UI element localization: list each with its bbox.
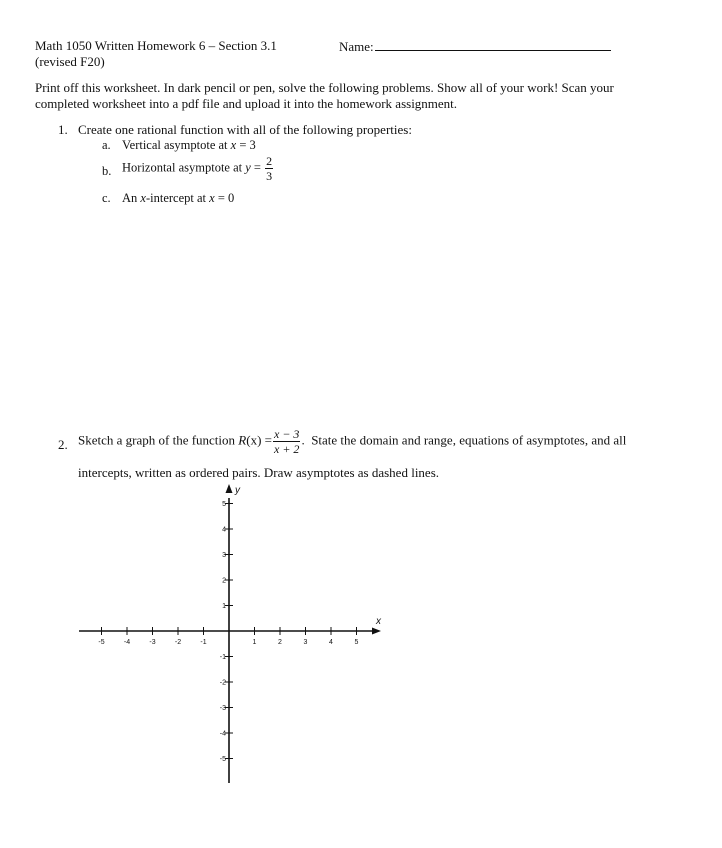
- problem-1c-var2: x: [209, 191, 215, 205]
- problem-1b-eq: =: [250, 160, 265, 175]
- y-tick-label: -2: [219, 679, 226, 687]
- name-label: Name:: [339, 39, 374, 54]
- y-axis-label: y: [235, 485, 240, 496]
- x-axis-arrow: [372, 628, 381, 635]
- y-tick-label: -5: [219, 756, 226, 763]
- problem-2-post: State the domain and range, equations of asymptotes, and all: [311, 432, 627, 448]
- problem-1c-var: x: [140, 191, 146, 205]
- x-tick-label: -5: [98, 639, 105, 646]
- problem-1c-eq: = 0: [214, 191, 235, 205]
- x-tick-label: 4: [329, 639, 333, 646]
- revision-note: (revised F20): [35, 54, 105, 69]
- y-tick-label: -4: [219, 730, 226, 738]
- x-tick-label: -2: [174, 639, 182, 646]
- y-tick-label: -1: [219, 654, 226, 661]
- course-title: Math 1050 Written Homework 6 – Section 3.1: [35, 38, 277, 53]
- problem-1a-label: Vertical asymptote at: [122, 138, 231, 152]
- problem-1a-letter: a.: [102, 138, 111, 152]
- problem-1c-mid: -intercept at: [145, 191, 210, 205]
- problem-1c-pre: An: [122, 191, 141, 205]
- x-tick-label: 5: [354, 639, 359, 646]
- problem-1b-numerator: 2: [266, 154, 273, 168]
- problem-2-period: .: [301, 432, 305, 448]
- y-tick-label: 4: [222, 526, 226, 534]
- x-tick-label: -4: [123, 639, 131, 646]
- x-tick-label: -3: [149, 639, 156, 646]
- y-axis-arrow: [226, 484, 233, 493]
- problem-1a-var: x: [230, 138, 237, 152]
- problem-1-number: 1.: [58, 122, 68, 137]
- y-tick-label: 1: [222, 603, 226, 610]
- x-axis-label: x: [376, 616, 381, 627]
- problem-1b-denominator: 3: [266, 169, 273, 183]
- problem-1b-label: Horizontal asymptote at: [122, 160, 246, 175]
- y-tick-label: 2: [222, 577, 226, 585]
- x-tick-label: 3: [303, 639, 308, 646]
- problem-1-text: Create one rational function with all of the following properties:: [78, 122, 412, 137]
- x-tick-label: 2: [278, 639, 282, 646]
- problem-2-numerator: x − 3: [274, 427, 300, 441]
- problem-1b-var: y: [245, 160, 251, 175]
- y-tick-label: 3: [222, 552, 226, 559]
- y-tick-label: -3: [219, 705, 226, 712]
- y-tick-label: 5: [222, 501, 226, 508]
- problem-1b-letter: b.: [102, 164, 112, 178]
- instructions-line-2: completed worksheet into a pdf file and upload it into the homework assignment.: [35, 96, 458, 111]
- problem-2-number: 2.: [58, 437, 68, 452]
- problem-1a-eq: = 3: [236, 138, 256, 152]
- instructions-line-1: Print off this worksheet. In dark pencil or pen, solve the following problems. Show all of your work! Scan your: [35, 80, 614, 95]
- problem-2-line-2: intercepts, written as ordered pairs. Draw asymptotes as dashed lines.: [78, 465, 440, 480]
- problem-2-pre: Sketch a graph of the function: [78, 432, 239, 448]
- problem-2-denominator: x + 2: [274, 442, 300, 456]
- problem-2-func-arg: (x) =: [246, 432, 272, 448]
- problem-1c-letter: c.: [102, 191, 111, 205]
- x-tick-label: -1: [200, 639, 207, 646]
- x-tick-label: 1: [252, 639, 257, 646]
- problem-2-func-name: R: [238, 432, 247, 448]
